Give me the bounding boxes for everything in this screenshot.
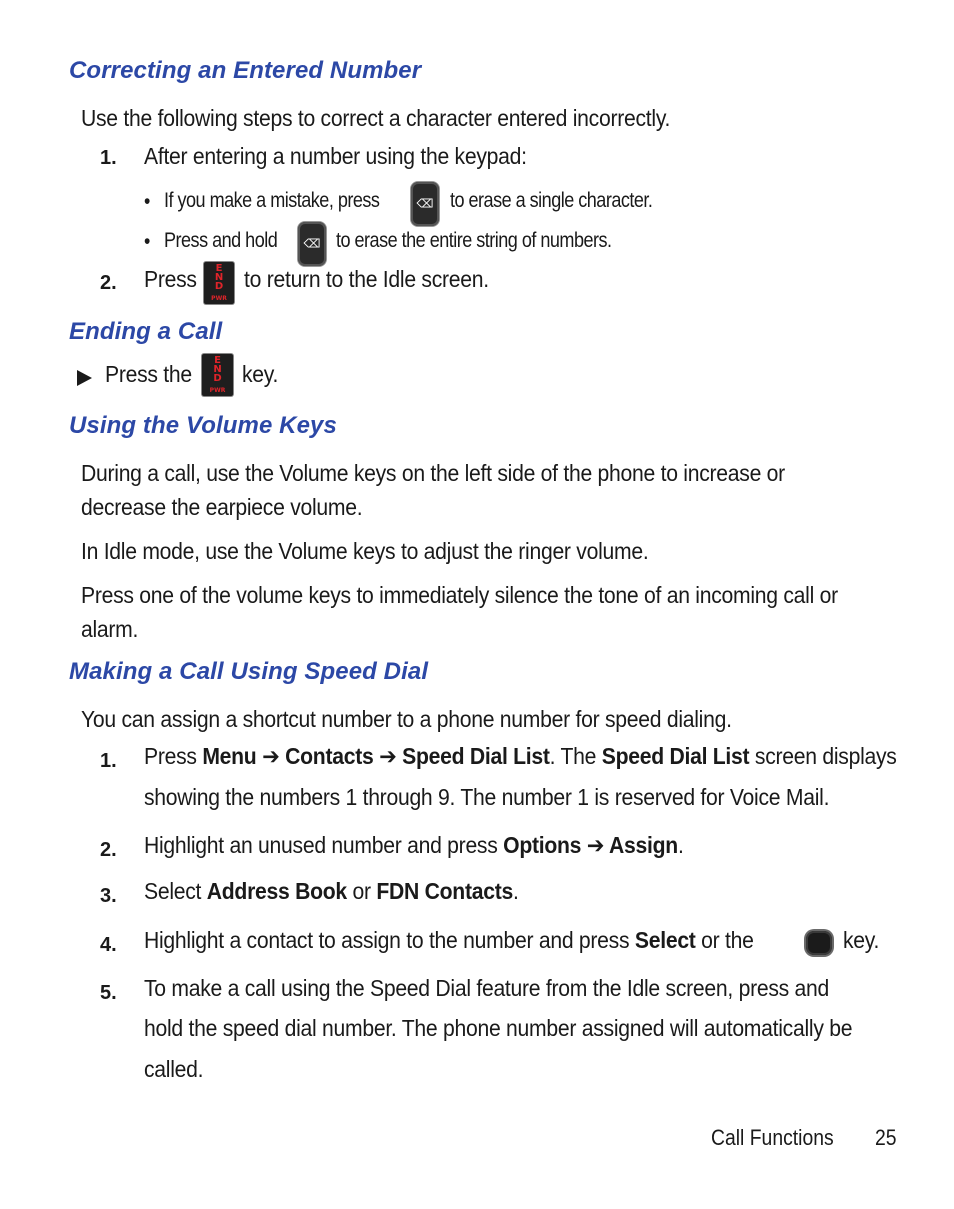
heading-ending-call: Ending a Call xyxy=(69,318,223,345)
step-text: showing the numbers 1 through 9. The number 1 is reserved for Voice Mail. xyxy=(144,784,830,810)
end-key-icon xyxy=(202,354,233,396)
volume-paragraph: During a call, use the Volume keys on the left side of the phone to increase or xyxy=(81,460,785,486)
bullet-text: If you make a mistake, press xyxy=(164,189,380,212)
volume-paragraph: alarm. xyxy=(81,616,139,642)
end-key-icon xyxy=(204,262,234,304)
end-key-sub: PWR xyxy=(209,387,226,394)
step-text: To make a call using the Speed Dial feature from the Idle screen, press and xyxy=(144,975,830,1001)
end-key-letters: E N D xyxy=(213,355,222,384)
ending-text: key. xyxy=(242,361,279,387)
ok-key-icon xyxy=(806,931,832,955)
step-number: 1. xyxy=(100,147,117,169)
volume-paragraph: decrease the earpiece volume. xyxy=(81,494,363,520)
step-text: hold the speed dial number. The phone number assigned will automatically be xyxy=(144,1015,853,1041)
clear-key-icon: ⌫ xyxy=(411,182,439,226)
bullet-dot: • xyxy=(144,190,150,213)
step-number: 1. xyxy=(100,750,117,772)
step-text: After entering a number using the keypad: xyxy=(144,143,527,169)
step-number: 4. xyxy=(100,934,117,956)
bullet-text: to erase the entire string of numbers. xyxy=(336,229,612,252)
correcting-intro: Use the following steps to correct a character entered incorrectly. xyxy=(81,105,671,131)
heading-correcting: Correcting an Entered Number xyxy=(69,57,422,84)
end-key-sub: PWR xyxy=(211,295,227,302)
bullet-text: to erase a single character. xyxy=(450,189,653,212)
speed-dial-intro: You can assign a shortcut number to a phone number for speed dialing. xyxy=(81,706,732,732)
page-number: 25 xyxy=(875,1125,897,1150)
step-text: Select Address Book or FDN Contacts. xyxy=(144,878,519,904)
heading-speed-dial: Making a Call Using Speed Dial xyxy=(69,658,429,685)
step-text: key. xyxy=(843,927,880,953)
step-text: called. xyxy=(144,1056,204,1082)
step-number: 3. xyxy=(100,885,117,907)
bullet-dot: • xyxy=(144,230,150,253)
ending-text: Press the xyxy=(105,361,192,387)
step-text: Press Menu ➔ Contacts ➔ Speed Dial List. The Speed Dial List screen displays xyxy=(144,743,897,769)
volume-paragraph: In Idle mode, use the Volume keys to adjust the ringer volume. xyxy=(81,538,649,564)
volume-paragraph: Press one of the volume keys to immediately silence the tone of an incoming call or xyxy=(81,582,838,608)
clear-key-icon: ⌫ xyxy=(298,222,326,266)
step-number: 5. xyxy=(100,982,117,1004)
step-number: 2. xyxy=(100,272,117,294)
step-text: Press xyxy=(144,266,197,292)
arrow-bullet-icon xyxy=(77,370,92,386)
step-text: Highlight a contact to assign to the number and press Select or the xyxy=(144,927,754,953)
step-text: to return to the Idle screen. xyxy=(244,266,489,292)
step-text: Highlight an unused number and press Options ➔ Assign. xyxy=(144,832,684,858)
footer-section-title: Call Functions xyxy=(711,1125,834,1150)
bullet-text: Press and hold xyxy=(164,229,278,252)
heading-volume-keys: Using the Volume Keys xyxy=(69,412,337,439)
step-number: 2. xyxy=(100,839,117,861)
end-key-letters: E N D xyxy=(214,263,224,292)
